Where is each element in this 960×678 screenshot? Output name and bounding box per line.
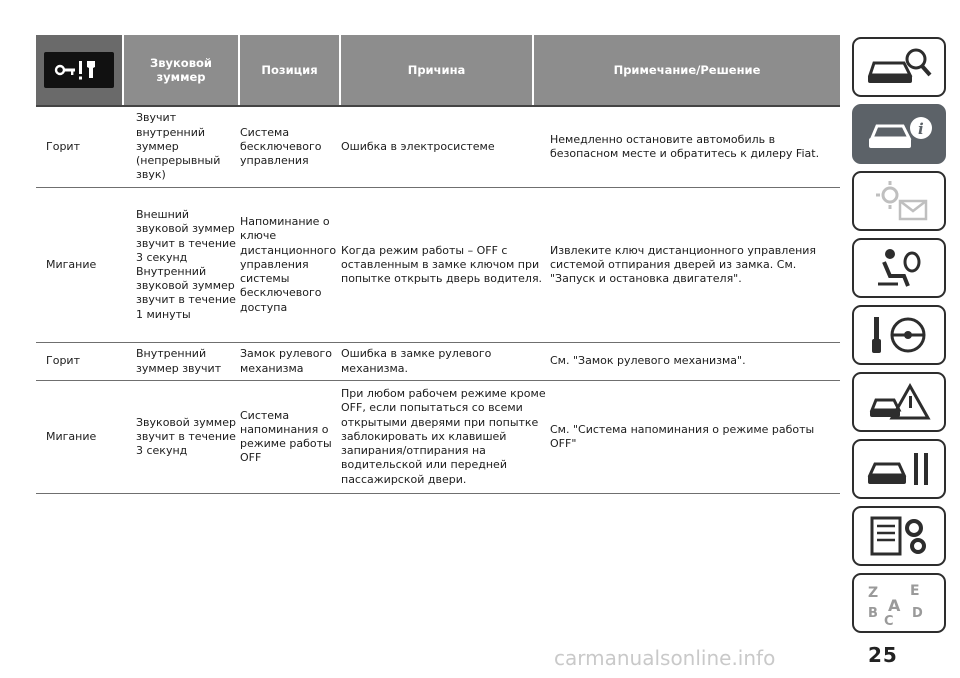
row-reason: Ошибка в электросистеме — [341, 139, 495, 153]
row-note: См. "Система напоминания о режиме работы OFF" — [550, 422, 815, 450]
table-row — [36, 381, 840, 494]
row-note: Немедленно остановите автомобиль в безопасном месте и обратитесь к дилеру Fiat. — [550, 132, 820, 160]
specs-gears-icon[interactable] — [852, 506, 946, 566]
header-buzzer: Звуковой зуммер — [124, 35, 238, 105]
row-buzzer: Внутренний зуммер звучит — [136, 347, 222, 375]
table-row — [36, 343, 840, 381]
row-note: См. "Замок рулевого механизма". — [550, 354, 746, 368]
row-buzzer: Звучит внутренний зуммер (непрерывный звук) — [136, 111, 221, 182]
table-row — [36, 107, 840, 188]
car-crash-warning-icon[interactable] — [852, 372, 946, 432]
row-status: Горит — [46, 354, 80, 368]
row-buzzer: Внешний звуковой зуммер звучит в течение 3 секунд Внутренний звуковой зуммер звучит в течение 1 минуты — [136, 208, 236, 321]
seat-airbag-icon[interactable] — [852, 238, 946, 298]
header-note: Примечание/Решение — [534, 35, 840, 105]
row-note: Извлеките ключ дистанционного управления системой отпирания дверей из замка. См. "Запуск и остановка двигателя". — [550, 243, 817, 286]
car-search-icon[interactable] — [852, 37, 946, 97]
row-position: Напоминание о ключе дистанционного управления системы бесключевого доступа — [240, 215, 337, 314]
table-header — [36, 35, 840, 105]
key-warning-icon — [44, 52, 114, 88]
svg-text:E: E — [910, 583, 920, 599]
key-steering-wheel-icon[interactable] — [852, 305, 946, 365]
row-reason: Когда режим работы – OFF с оставленным в замке ключом при попытке открыть дверь водителя. — [341, 243, 543, 286]
row-reason: Ошибка в замке рулевого механизма. — [341, 347, 492, 375]
car-info-icon[interactable] — [852, 104, 946, 164]
row-position: Замок рулевого механизма — [240, 347, 332, 375]
row-status: Горит — [46, 139, 80, 153]
header-reason: Причина — [341, 35, 532, 105]
header-position: Позиция — [240, 35, 339, 105]
table-row — [36, 188, 840, 343]
row-status: Мигание — [46, 429, 97, 443]
row-position: Система бесключевого управления — [240, 125, 322, 168]
svg-text:i: i — [918, 120, 924, 138]
svg-text:B: B — [868, 606, 878, 621]
svg-text:D: D — [912, 606, 923, 621]
page-number: 25 — [868, 643, 898, 667]
warning-lights-mail-icon[interactable] — [852, 171, 946, 231]
svg-text:C: C — [884, 614, 894, 625]
row-buzzer: Звуковой зуммер звучит в течение 3 секунд — [136, 415, 236, 458]
row-reason: При любом рабочем режиме кроме OFF, если попытаться со всеми открытыми дверями при попытке заблокировать их клавишей запирания/отпирания на водительской или передней пассажирской двери. — [341, 387, 546, 486]
row-position: Система напоминания о режиме работы OFF — [240, 408, 332, 465]
watermark: carmanualsonline.info — [554, 646, 776, 670]
row-status: Мигание — [46, 257, 97, 271]
car-tools-icon[interactable] — [852, 439, 946, 499]
header-icon-cell — [36, 35, 122, 105]
alphabet-index-icon[interactable] — [852, 573, 946, 633]
svg-text:Z: Z — [868, 585, 879, 601]
svg-text:A: A — [888, 596, 901, 615]
